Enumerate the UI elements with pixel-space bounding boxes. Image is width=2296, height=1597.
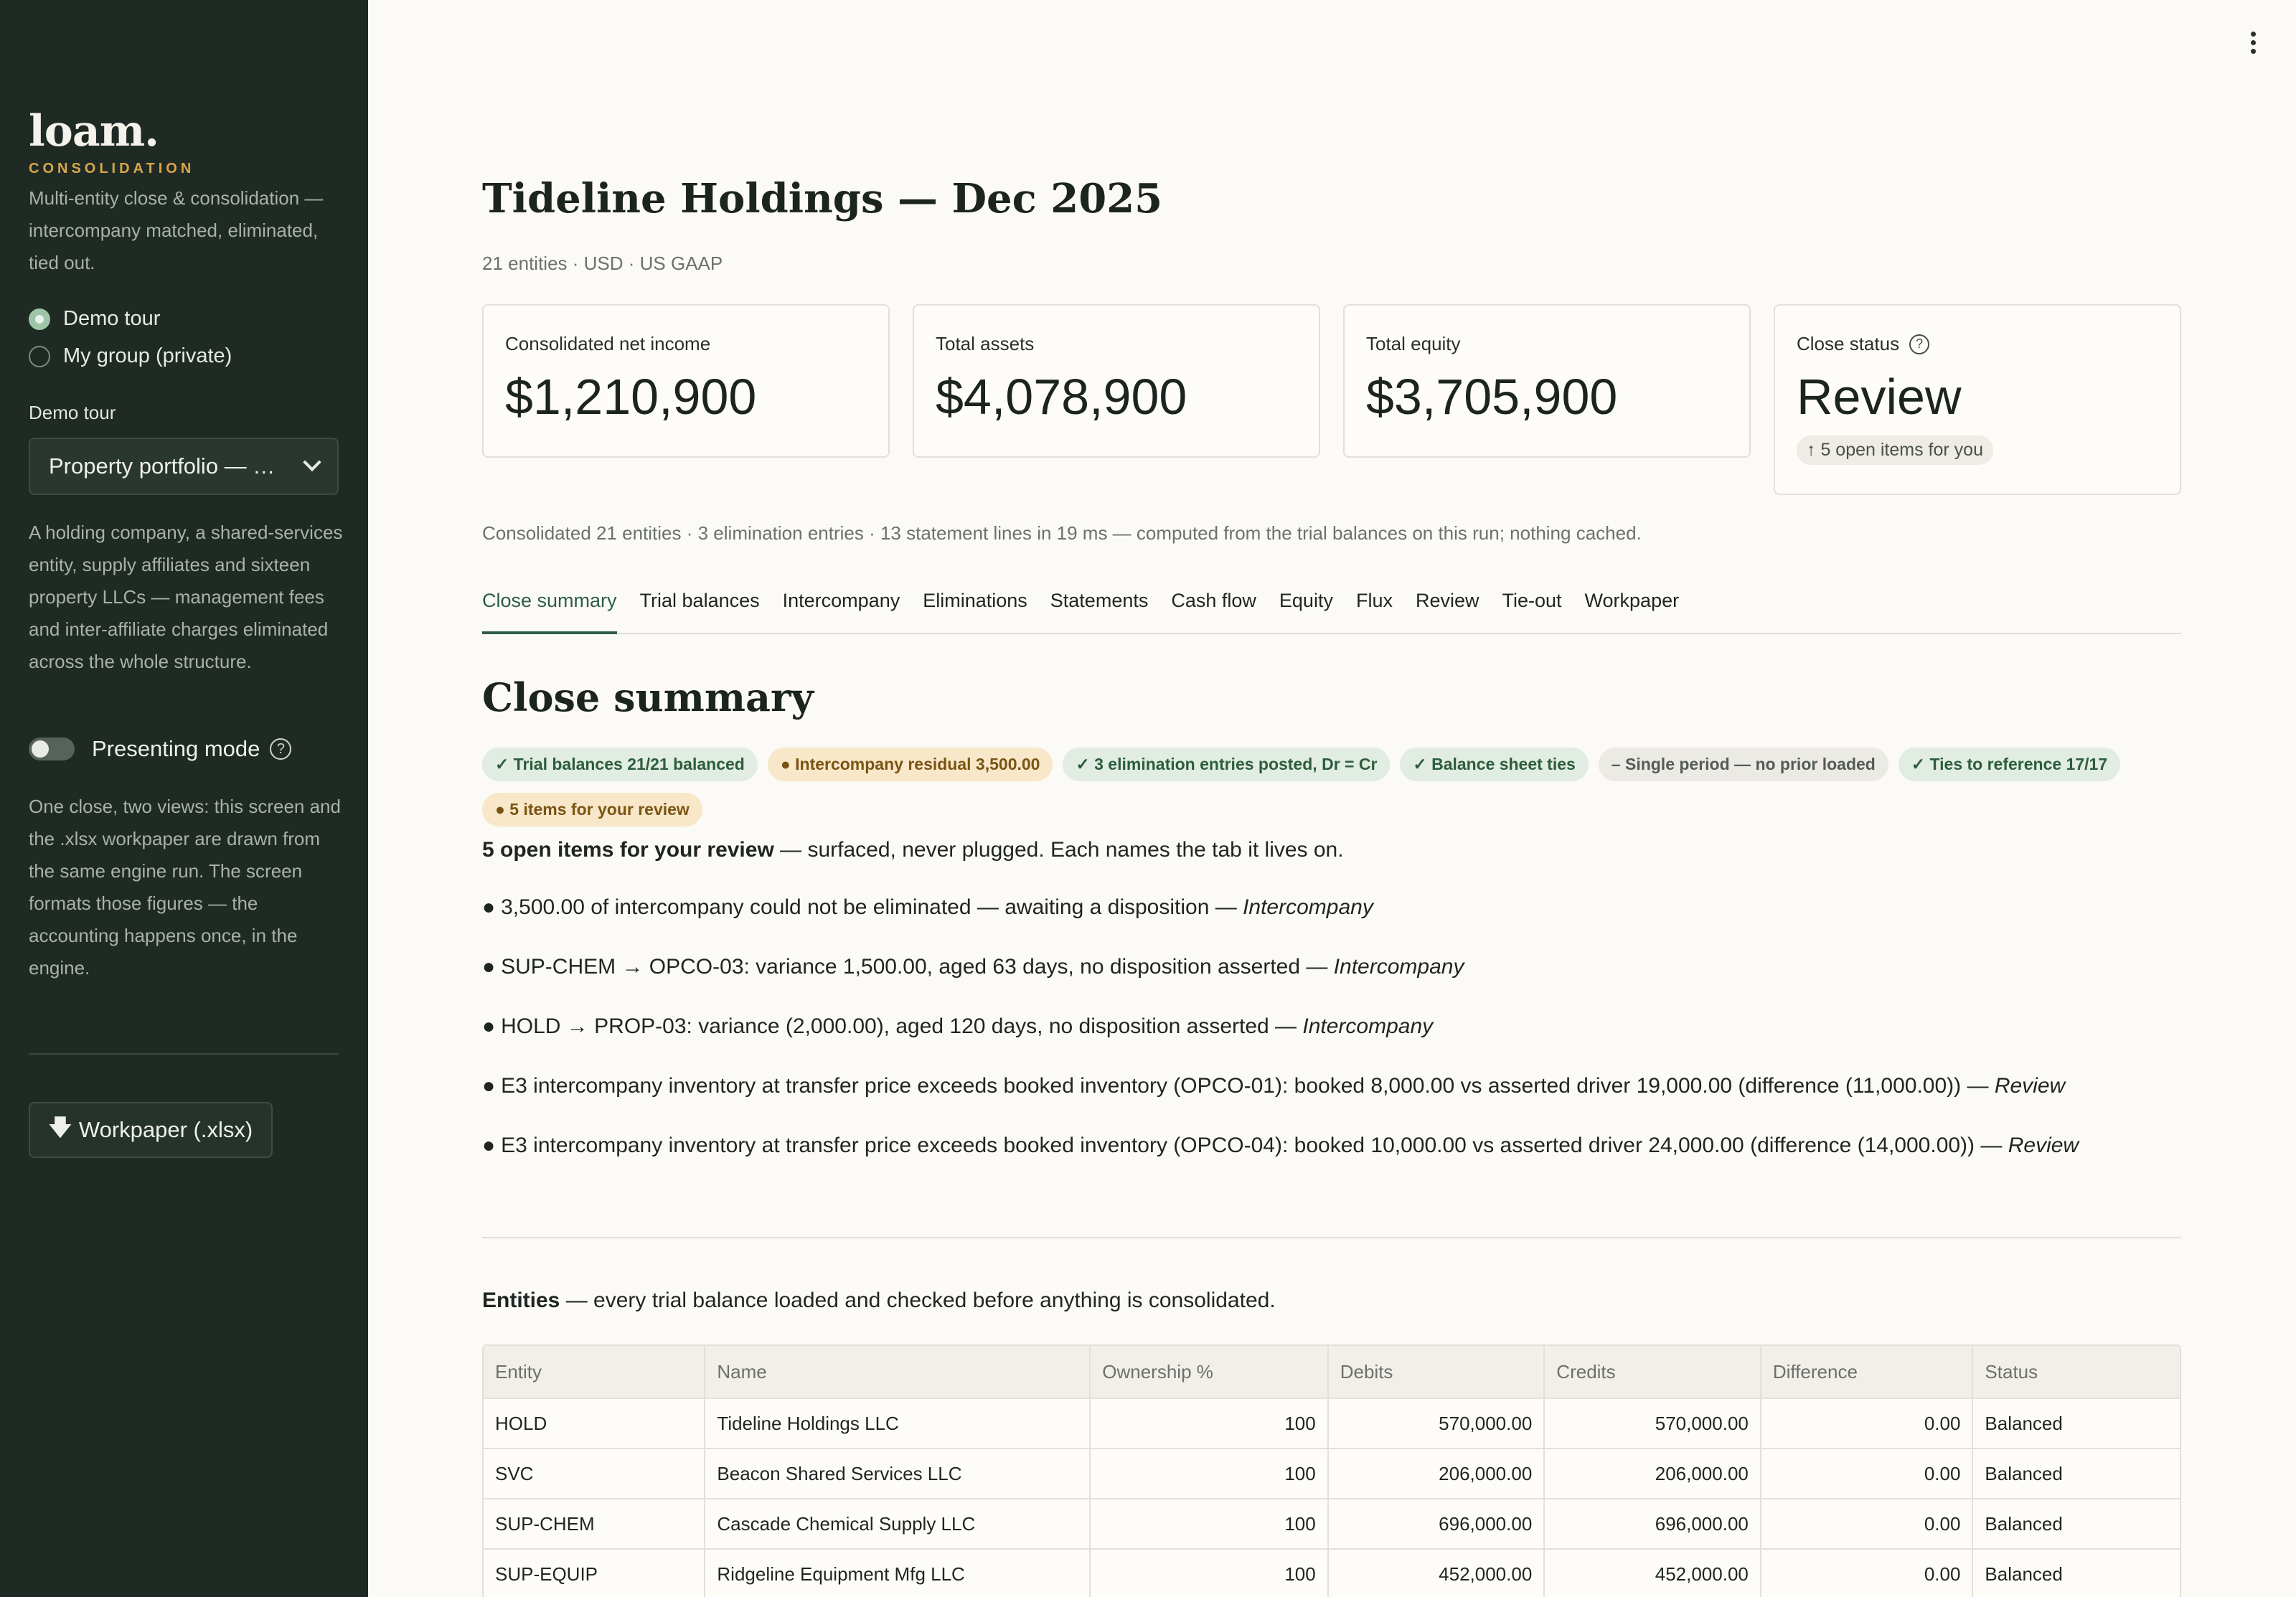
status-chip: ✓ 3 elimination entries posted, Dr = Cr xyxy=(1063,748,1390,781)
mode-option-my-group[interactable] xyxy=(29,344,232,368)
main-content xyxy=(368,0,2296,1597)
metric-value: $4,078,900 xyxy=(936,369,1187,425)
bullet-icon: ● xyxy=(482,895,496,919)
table-cell: 100 xyxy=(1091,1548,1328,1597)
metric-value: $1,210,900 xyxy=(505,369,757,425)
chevron-down-icon xyxy=(303,453,321,471)
entities-table xyxy=(482,1344,2181,1597)
metric-card-total-equity xyxy=(1343,304,1751,458)
open-item xyxy=(482,1134,2079,1193)
table-cell: 452,000.00 xyxy=(1329,1548,1545,1597)
table-cell: 100 xyxy=(1091,1498,1328,1548)
table-row[interactable] xyxy=(484,1498,2180,1548)
tab-statements[interactable]: Statements xyxy=(1050,590,1149,611)
radio-unselected-icon[interactable] xyxy=(29,346,50,367)
entities-heading-bold: Entities xyxy=(482,1289,560,1312)
tab-intercompany[interactable]: Intercompany xyxy=(782,590,900,611)
table-cell: 0.00 xyxy=(1761,1548,1974,1597)
page-title: Tideline Holdings — Dec 2025 xyxy=(482,175,1163,222)
download-arrow-icon: 🡇 xyxy=(49,1114,72,1140)
workpaper-button-label: Workpaper (.xlsx) xyxy=(78,1117,253,1142)
open-item-tab-link[interactable]: Review xyxy=(1994,1074,2066,1098)
status-chip: ✓ Ties to reference 17/17 xyxy=(1899,748,2120,781)
status-chip: ✓ Balance sheet ties xyxy=(1400,748,1588,781)
open-item-text: HOLD → PROP-03: variance (2,000.00), aged 120 days, no disposition asserted — xyxy=(501,1014,1303,1038)
demo-tour-label: Demo tour xyxy=(29,402,116,423)
mode-option-label: Demo tour xyxy=(63,307,161,330)
metric-label: Total assets xyxy=(936,333,1035,354)
tab-tie-out[interactable]: Tie-out xyxy=(1502,590,1562,611)
table-cell: Tideline Holdings LLC xyxy=(705,1398,1091,1448)
bullet-icon: ● xyxy=(482,955,496,979)
logo-subtitle: CONSOLIDATION xyxy=(29,161,195,176)
tab-flux[interactable]: Flux xyxy=(1355,590,1393,611)
table-header-row xyxy=(484,1346,2180,1398)
table-cell: 696,000.00 xyxy=(1329,1498,1545,1548)
computed-note: Consolidated 21 entities · 3 elimination entries · 13 statement lines in 19 ms — computed from the trial balances on this run; nothing cached. xyxy=(482,522,1642,544)
open-items-heading-rest: — surfaced, never plugged. Each names the tab it lives on. xyxy=(773,838,1344,862)
presenting-mode-row xyxy=(29,736,291,762)
open-item xyxy=(482,895,2079,955)
entities-heading xyxy=(482,1289,1276,1313)
metric-label: Total equity xyxy=(1366,333,1461,354)
open-item xyxy=(482,1074,2079,1134)
table-cell: HOLD xyxy=(484,1398,705,1448)
table-cell: 570,000.00 xyxy=(1329,1398,1545,1448)
column-header[interactable]: Name xyxy=(705,1346,1091,1398)
status-chip: ● Intercompany residual 3,500.00 xyxy=(768,748,1053,781)
table-cell: Balanced xyxy=(1973,1498,2180,1548)
table-cell: 100 xyxy=(1091,1398,1328,1448)
tab-review[interactable]: Review xyxy=(1415,590,1479,611)
status-chip: – Single period — no prior loaded xyxy=(1599,748,1888,781)
metric-label: Consolidated net income xyxy=(505,333,711,354)
sidebar xyxy=(0,0,368,1597)
metric-label xyxy=(1797,333,2158,355)
column-header[interactable]: Entity xyxy=(484,1346,705,1398)
demo-tour-select[interactable] xyxy=(29,438,339,495)
help-icon[interactable]: ? xyxy=(1909,334,1929,354)
open-items-heading xyxy=(482,838,1344,862)
tab-workpaper[interactable]: Workpaper xyxy=(1584,590,1680,611)
open-item-text: 3,500.00 of intercompany could not be eliminated — awaiting a disposition — xyxy=(501,895,1243,919)
open-item-tab-link[interactable]: Review xyxy=(2008,1134,2079,1157)
metric-card-net-income xyxy=(482,304,890,458)
presenting-mode-toggle[interactable] xyxy=(29,738,75,760)
open-item-tab-link[interactable]: Intercompany xyxy=(1243,895,1373,919)
table-cell: 0.00 xyxy=(1761,1398,1974,1448)
section-title: Close summary xyxy=(482,674,814,720)
table-cell: Balanced xyxy=(1973,1448,2180,1498)
divider xyxy=(29,1053,339,1055)
table-cell: SVC xyxy=(484,1448,705,1498)
table-row[interactable] xyxy=(484,1548,2180,1597)
bullet-icon: ● xyxy=(482,1014,496,1038)
metric-card-total-assets xyxy=(913,304,1320,458)
workpaper-download-button[interactable] xyxy=(29,1102,273,1158)
tagline: Multi-entity close & consolidation — intercompany matched, eliminated, tied out. xyxy=(29,187,324,273)
tab-cash-flow[interactable]: Cash flow xyxy=(1171,590,1256,611)
open-item-text: E3 intercompany inventory at transfer price exceeds booked inventory (OPCO-01): booked 8,000.00 vs asserted driver 19,000.00 (difference (11,000.00)) — xyxy=(501,1074,1995,1098)
table-cell: Balanced xyxy=(1973,1548,2180,1597)
tab-bar xyxy=(482,583,2181,634)
table-row[interactable] xyxy=(484,1448,2180,1498)
table-cell: 696,000.00 xyxy=(1545,1498,1761,1548)
tab-eliminations[interactable]: Eliminations xyxy=(923,590,1027,611)
column-header[interactable]: Status xyxy=(1973,1346,2180,1398)
column-header[interactable]: Difference xyxy=(1761,1346,1974,1398)
tab-trial-balances[interactable]: Trial balances xyxy=(639,590,760,611)
radio-selected-icon[interactable] xyxy=(29,308,50,330)
metric-label-text: Close status xyxy=(1797,333,1900,354)
presenting-mode-label: Presenting mode xyxy=(92,736,260,761)
metric-value: Review xyxy=(1797,369,1962,425)
metric-card-close-status xyxy=(1774,304,2181,495)
open-items-heading-bold: 5 open items for your review xyxy=(482,838,774,862)
table-row[interactable] xyxy=(484,1398,2180,1448)
table-cell: SUP-EQUIP xyxy=(484,1548,705,1597)
table-cell: 452,000.00 xyxy=(1545,1548,1761,1597)
open-item xyxy=(482,1014,2079,1074)
open-item-tab-link[interactable]: Intercompany xyxy=(1333,955,1464,979)
page-meta: 21 entities · USD · US GAAP xyxy=(482,253,723,274)
open-items-list xyxy=(482,895,2079,1193)
help-icon[interactable]: ? xyxy=(270,738,291,760)
tab-close-summary[interactable]: Close summary xyxy=(482,583,617,634)
open-item-text: E3 intercompany inventory at transfer price exceeds booked inventory (OPCO-04): booked 10,000.00 vs asserted driver 24,000.00 (difference (14,000.00)) — xyxy=(501,1134,2008,1157)
table-cell: SUP-CHEM xyxy=(484,1498,705,1548)
open-items-pill[interactable]: ↑ 5 open items for you xyxy=(1797,435,1993,465)
more-options-icon[interactable] xyxy=(2251,32,2256,54)
table-cell: 100 xyxy=(1091,1448,1328,1498)
column-header[interactable]: Ownership % xyxy=(1091,1346,1328,1398)
mode-option-label: My group (private) xyxy=(63,344,232,367)
table-cell: Ridgeline Equipment Mfg LLC xyxy=(705,1548,1091,1597)
table-cell: Beacon Shared Services LLC xyxy=(705,1448,1091,1498)
open-item-tab-link[interactable]: Intercompany xyxy=(1302,1014,1434,1038)
bullet-icon: ● xyxy=(482,1134,496,1157)
status-chips xyxy=(482,748,2204,826)
table-cell: 206,000.00 xyxy=(1545,1448,1761,1498)
table-cell: 0.00 xyxy=(1761,1498,1974,1548)
column-header[interactable]: Debits xyxy=(1329,1346,1545,1398)
table-cell: Cascade Chemical Supply LLC xyxy=(705,1498,1091,1548)
logo: loam. xyxy=(29,106,159,156)
side-note: One close, two views: this screen and the .xlsx workpaper are drawn from the same engine run. The screen formats those figures — the accounting happens once, in the engine. xyxy=(29,796,341,979)
status-chip: ✓ Trial balances 21/21 balanced xyxy=(482,748,758,781)
metric-value: $3,705,900 xyxy=(1366,369,1618,425)
open-item xyxy=(482,955,2079,1014)
table-cell: Balanced xyxy=(1973,1398,2180,1448)
status-chip: ● 5 items for your review xyxy=(482,793,702,826)
mode-option-demo-tour[interactable] xyxy=(29,307,160,331)
table-cell: 0.00 xyxy=(1761,1448,1974,1498)
open-item-text: SUP-CHEM → OPCO-03: variance 1,500.00, aged 63 days, no disposition asserted — xyxy=(501,955,1334,979)
table-cell: 570,000.00 xyxy=(1545,1398,1761,1448)
demo-tour-select-value: Property portfolio — … xyxy=(49,453,276,479)
table-cell: 206,000.00 xyxy=(1329,1448,1545,1498)
open-items-pill-text: 5 open items for you xyxy=(1820,440,1983,460)
tab-equity[interactable]: Equity xyxy=(1279,590,1333,611)
column-header[interactable]: Credits xyxy=(1545,1346,1761,1398)
demo-description: A holding company, a shared-services entity, supply affiliates and sixteen property LLCs — management fees and inter-affiliate charges eliminated across the whole structure. xyxy=(29,522,343,672)
bullet-icon: ● xyxy=(482,1074,496,1098)
entities-heading-rest: — every trial balance loaded and checked before anything is consolidated. xyxy=(560,1289,1276,1312)
divider xyxy=(482,1237,2181,1238)
